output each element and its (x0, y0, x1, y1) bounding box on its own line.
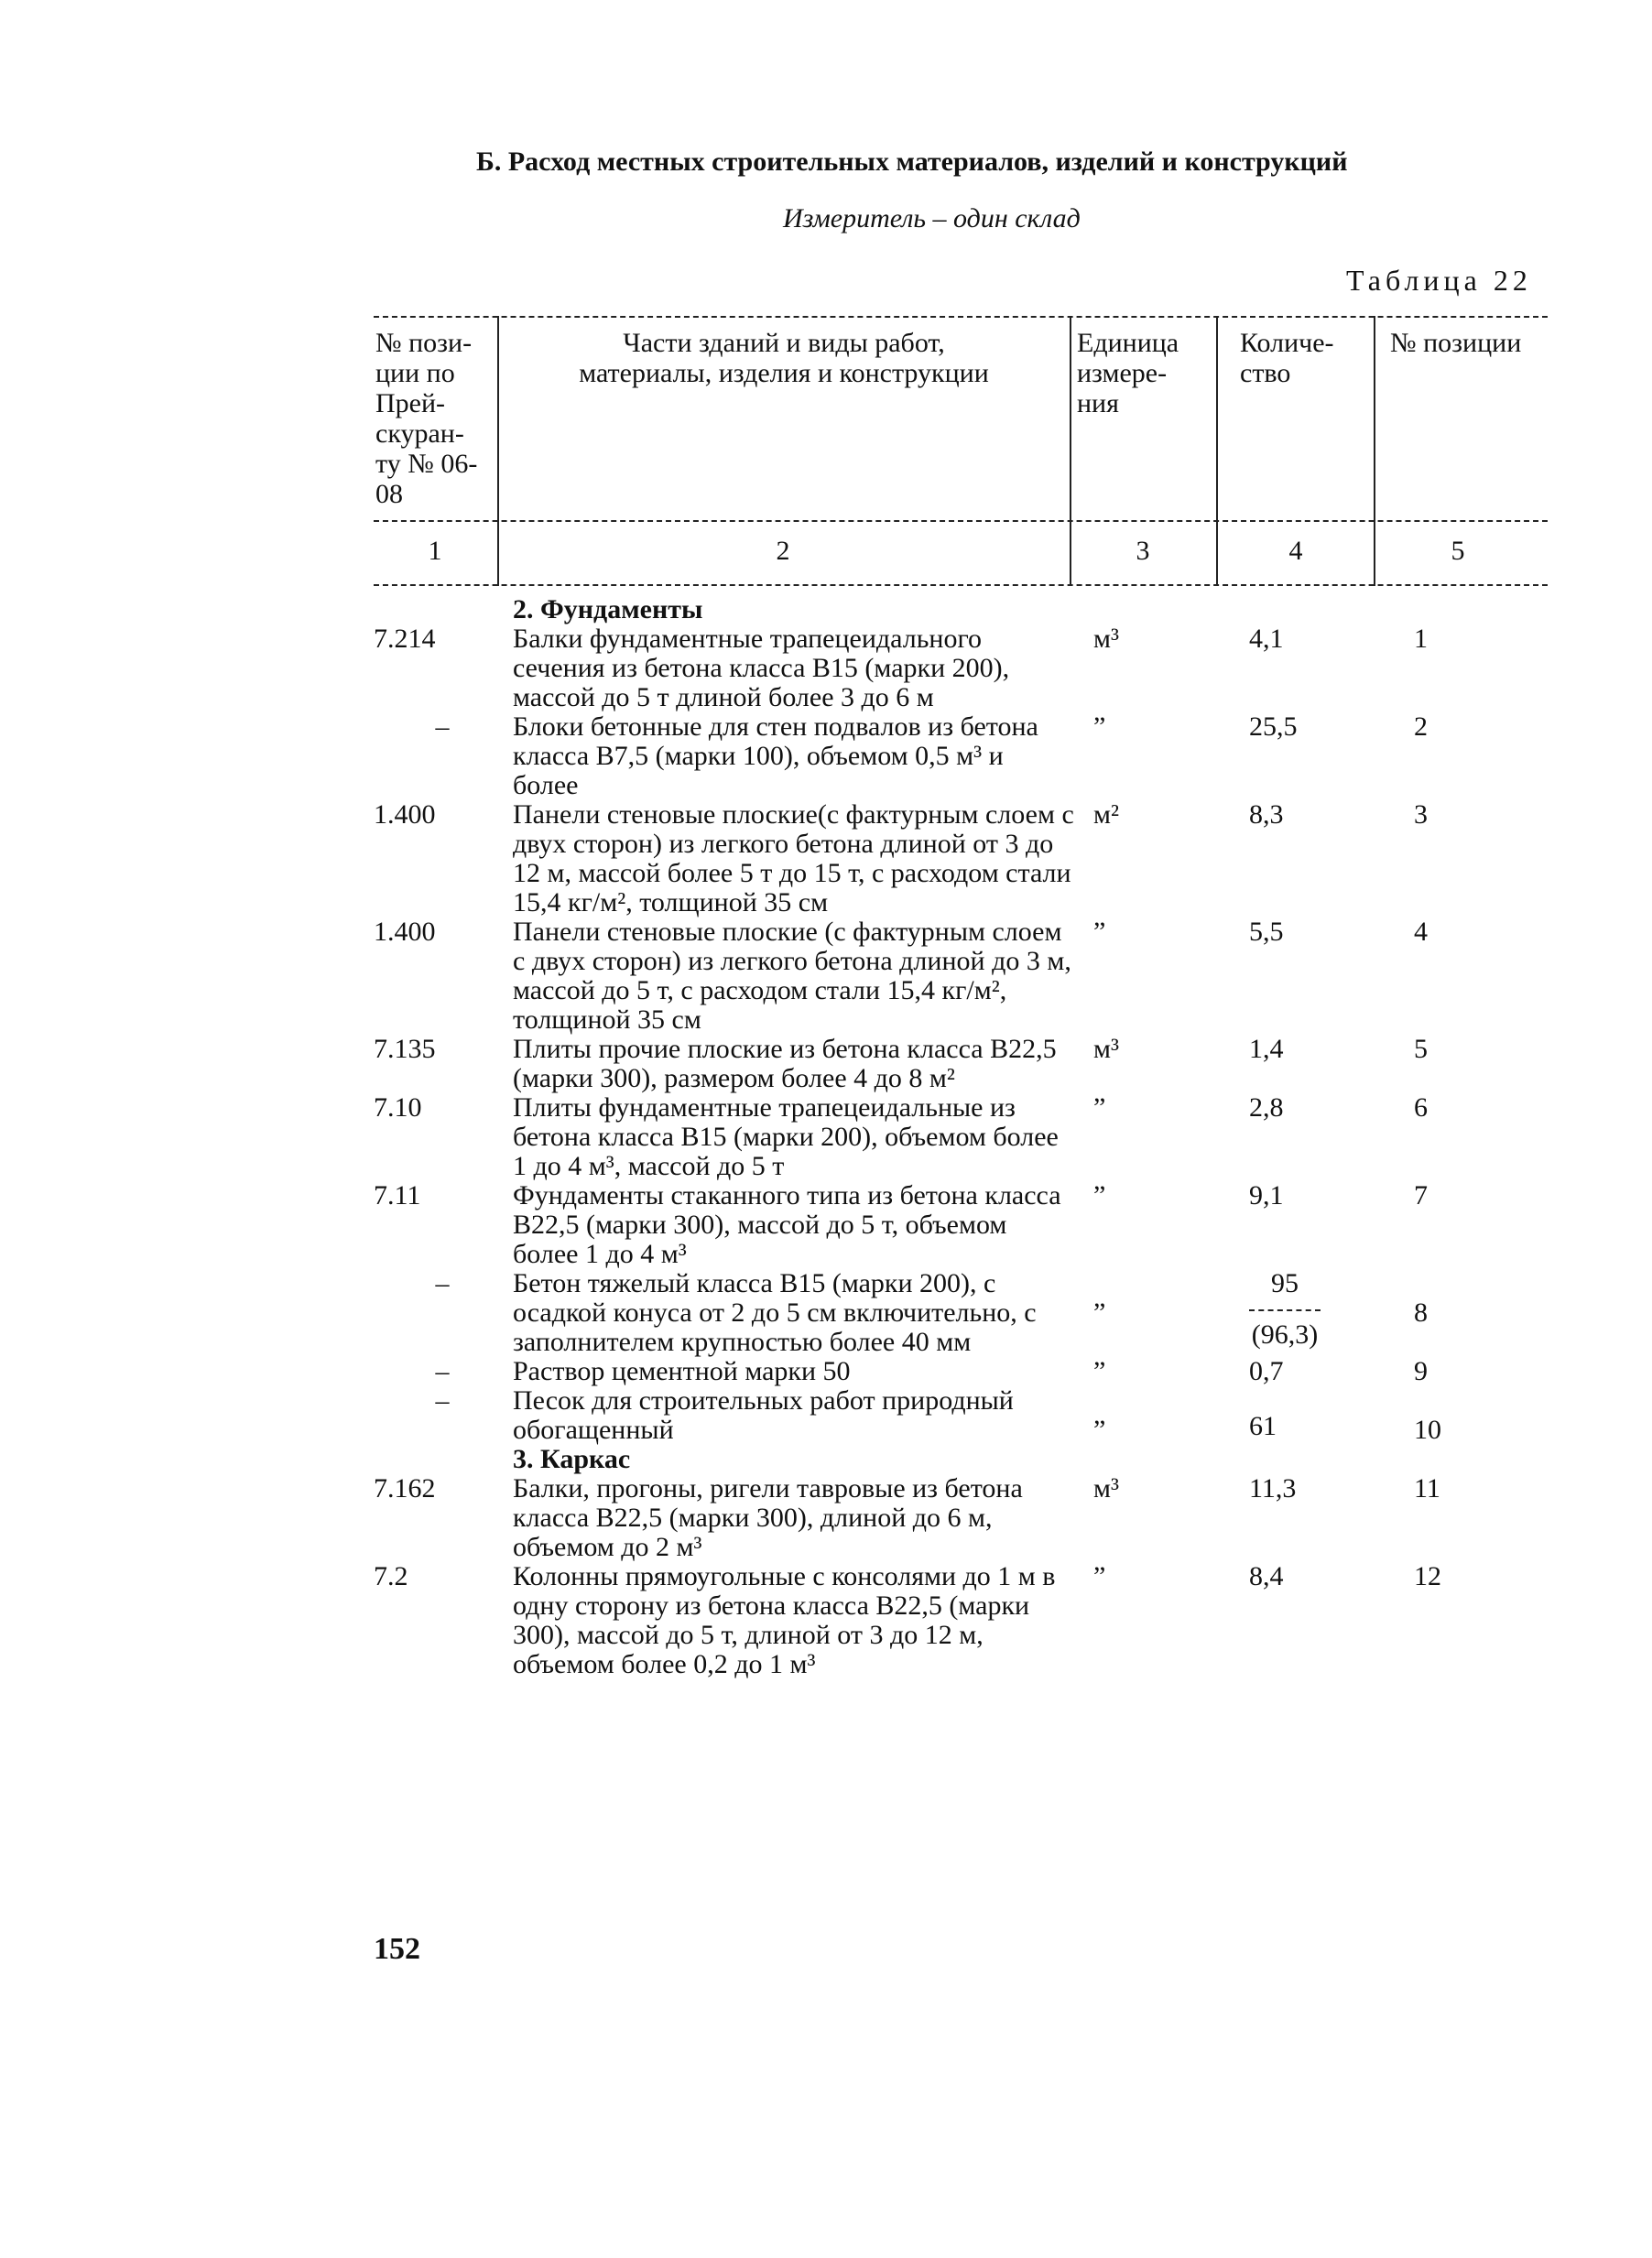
quantity-net: 95 (1271, 1268, 1299, 1298)
row-quantity: 4,1 (1249, 624, 1284, 654)
section-heading (0, 1445, 1652, 1474)
row-quantity: 8,3 (1249, 799, 1284, 830)
row-position: 2 (1414, 711, 1428, 742)
table-row (0, 1357, 1652, 1386)
row-code: 1.400 (374, 917, 436, 947)
row-code: 7.2 (374, 1561, 408, 1591)
row-position: 10 (1414, 1415, 1441, 1445)
row-description: Фундаменты стаканного типа из бетона класса В22,5 (марки 300), массой до 5 т, объемом более 1 до 4 м³ (513, 1180, 1061, 1269)
section-title: Б. Расход местных строительных материалов, изделий и конструкций (476, 147, 1348, 177)
table-row (0, 624, 1652, 712)
table-row (0, 1269, 1652, 1357)
row-unit: ” (1093, 1180, 1106, 1210)
row-description: Колонны прямоугольные с консолями до 1 м в одну сторону из бетона класса В22,5 (марки 300), массой до 5 т, длиной от 3 до 12 м, объемом более 0,2 до 1 м³ (513, 1561, 1056, 1679)
row-unit: м² (1093, 799, 1119, 830)
row-quantity: 25,5 (1249, 711, 1298, 742)
table-row (0, 917, 1652, 1035)
row-unit: ” (1093, 917, 1106, 947)
table-row (0, 1562, 1652, 1679)
table-row (0, 712, 1652, 800)
table-row (0, 1386, 1652, 1445)
row-code: – (435, 1268, 450, 1298)
row-position: 12 (1414, 1561, 1441, 1591)
row-unit: м³ (1093, 1034, 1119, 1064)
row-position: 7 (1414, 1180, 1428, 1210)
row-code: 1.400 (374, 799, 436, 830)
row-quantity: 9,1 (1249, 1180, 1284, 1210)
row-code: – (435, 711, 450, 742)
row-code: – (435, 1356, 450, 1386)
row-quantity: 5,5 (1249, 917, 1284, 947)
col-number-2: 2 (776, 536, 790, 566)
header-position: № позиции (1390, 328, 1522, 358)
row-description: Раствор цементной марки 50 (513, 1356, 851, 1386)
table-row (0, 1474, 1652, 1562)
row-quantity: 8,4 (1249, 1561, 1284, 1591)
row-description: Балки, прогоны, ригели тавровые из бетона класса В22,5 (марки 300), длиной до 6 м, объемом до 2 м³ (513, 1473, 1023, 1562)
col-number-3: 3 (1136, 536, 1150, 566)
row-position: 5 (1414, 1034, 1428, 1064)
section-title-foundations: 2. Фундаменты (513, 594, 703, 624)
row-unit: м³ (1093, 624, 1119, 654)
measure-subtitle: Измеритель – один склад (783, 203, 1081, 233)
row-unit: ” (1093, 1297, 1106, 1328)
section-title-frame: 3. Каркас (513, 1444, 631, 1474)
header-position-code: № пози- ции по Прей- скуран- ту № 06- 08 (375, 328, 478, 509)
row-description: Песок для строительных работ природный обогащенный (513, 1385, 1014, 1445)
row-description: Плиты прочие плоские из бетона класса В22,5 (марки 300), размером более 4 до 8 м² (513, 1034, 1057, 1093)
row-code: 7.10 (374, 1092, 422, 1123)
col-number-5: 5 (1451, 536, 1465, 566)
row-unit: ” (1093, 1356, 1106, 1386)
col-number-4: 4 (1288, 536, 1303, 566)
table-row (0, 1093, 1652, 1181)
row-unit: ” (1093, 1092, 1106, 1123)
header-bottom-rule (374, 520, 1548, 522)
col-number-1: 1 (428, 536, 442, 566)
section-heading (0, 595, 1652, 624)
column-numbers-rule (374, 584, 1548, 586)
row-position: 4 (1414, 917, 1428, 947)
row-quantity-fraction (1249, 1269, 1414, 1357)
row-description: Балки фундаментные трапецеидального сечения из бетона класса В15 (марки 200), массой до 5 т длиной более 3 до 6 м (513, 624, 1010, 712)
row-code: – (435, 1385, 450, 1416)
row-position: 6 (1414, 1092, 1428, 1123)
header-description: Части зданий и виды работ, материалы, изделия и конструкции (579, 328, 989, 388)
row-description: Плиты фундаментные трапецеидальные из бетона класса В15 (марки 200), объемом более 1 до 4 м³, массой до 5 т (513, 1092, 1059, 1181)
page-number: 152 (374, 1932, 420, 1966)
row-position: 11 (1414, 1473, 1440, 1504)
row-description: Панели стеновые плоские(с фактурным слоем с двух сторон) из легкого бетона длиной от 3 до 12 м, массой более 5 т до 15 т, с расходом стали 15,4 кг/м², толщиной 35 см (513, 799, 1074, 917)
row-code: 7.162 (374, 1473, 436, 1504)
row-description: Блоки бетонные для стен подвалов из бетона класса В7,5 (марки 100), объемом 0,5 м³ и более (513, 711, 1038, 800)
row-quantity: 1,4 (1249, 1034, 1284, 1064)
table-body (0, 595, 1652, 1679)
header-unit: Единица измере- ния (1077, 328, 1179, 418)
table-top-rule (374, 316, 1548, 318)
row-quantity: 2,8 (1249, 1092, 1284, 1123)
row-code: 7.214 (374, 624, 436, 654)
row-unit: ” (1093, 1561, 1106, 1591)
row-position: 9 (1414, 1356, 1428, 1386)
row-unit: м³ (1093, 1473, 1119, 1504)
row-quantity: 0,7 (1249, 1356, 1284, 1386)
row-position: 8 (1414, 1297, 1428, 1328)
row-unit: ” (1093, 1415, 1106, 1445)
row-code: 7.11 (374, 1180, 421, 1210)
fraction-bar (1249, 1309, 1321, 1311)
table-row (0, 800, 1652, 917)
row-description: Бетон тяжелый класса В15 (марки 200), с осадкой конуса от 2 до 5 см включительно, с заполнителем крупностью более 40 мм (513, 1268, 1037, 1357)
table-row (0, 1181, 1652, 1269)
row-position: 3 (1414, 799, 1428, 830)
table-row (0, 1035, 1652, 1093)
row-code: 7.135 (374, 1034, 436, 1064)
row-unit: ” (1093, 711, 1106, 742)
header-quantity: Количе- ство (1240, 328, 1334, 388)
table-label: Таблица 22 (1346, 264, 1532, 297)
row-quantity: 11,3 (1249, 1473, 1297, 1504)
row-description: Панели стеновые плоские (с фактурным слоем с двух сторон) из легкого бетона длиной до 3 м, массой до 5 т, с расходом стали 15,4 кг/м², толщиной 35 см (513, 917, 1071, 1035)
quantity-gross: (96,3) (1251, 1319, 1319, 1350)
row-position: 1 (1414, 624, 1428, 654)
row-quantity: 61 (1249, 1411, 1277, 1441)
